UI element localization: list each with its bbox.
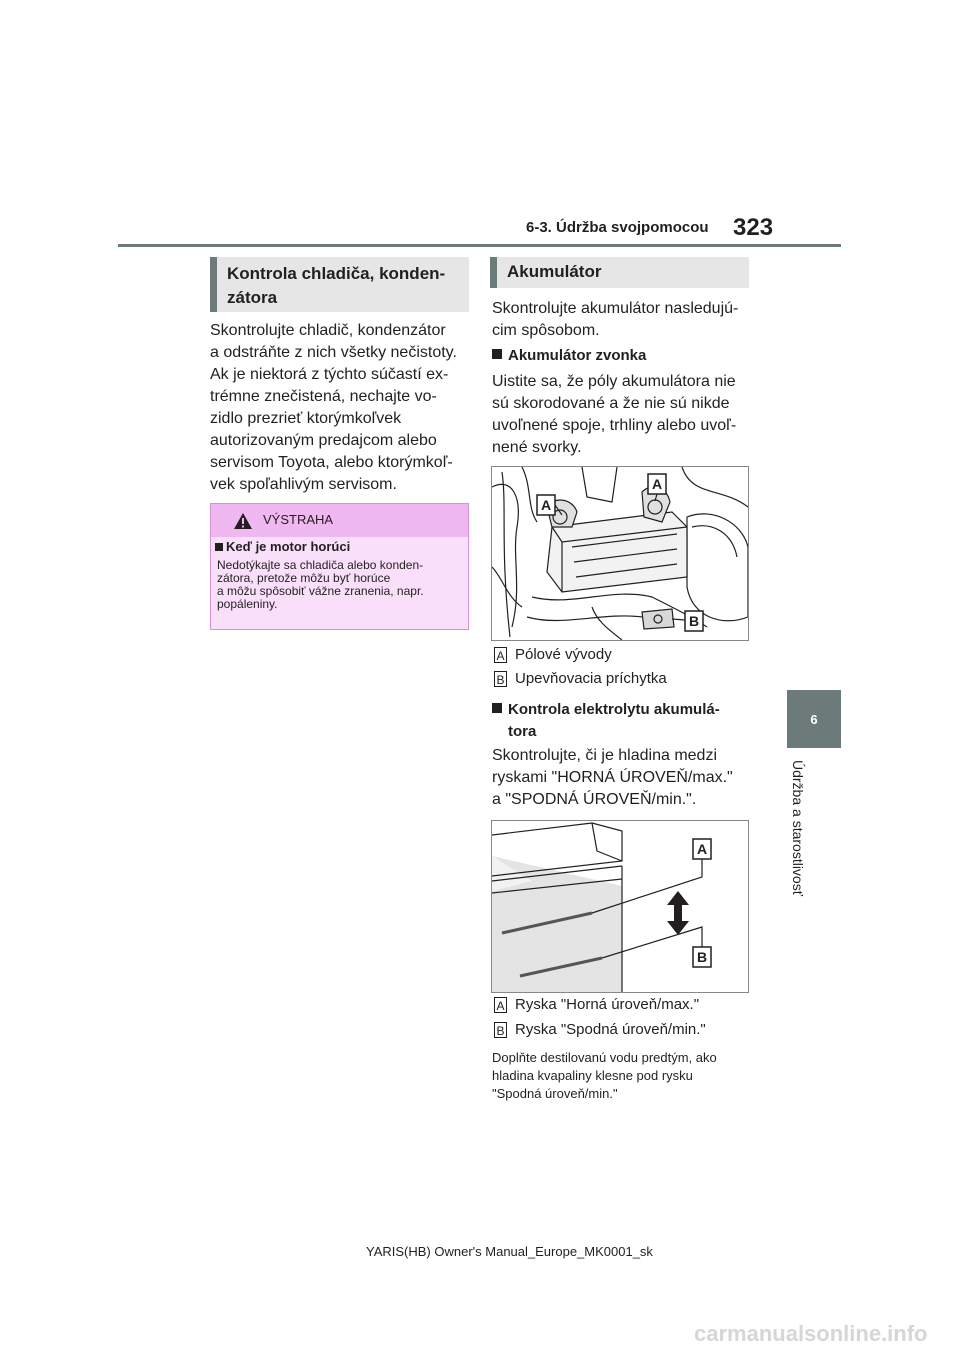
legend-key-b: B (494, 671, 507, 687)
battery-exterior-text: Uistite sa, že póly akumulátora nie sú skorodované a že nie sú nikde uvoľnené spoje, trhliny alebo uvoľ- nené svorky. (492, 373, 737, 456)
battery-intro: Skontrolujte akumulátor nasledujú- cim spôsobom. (492, 300, 739, 339)
legend-key-a: A (494, 997, 507, 1013)
fig1-legend-b (494, 670, 667, 687)
legend-text-b: Upevňovacia príchytka (515, 670, 667, 687)
bullet-square-icon (215, 543, 223, 551)
header-divider (118, 244, 841, 247)
battery-level-illustration (492, 821, 748, 992)
warning-box (210, 503, 469, 630)
electrolyte-text: Skontrolujte, či je hladina medzi ryskami "HORNÁ ÚROVEŇ/max." a "SPODNÁ ÚROVEŇ/min.". (492, 747, 733, 808)
radiator-heading-text: Kontrola chladiča, konden- zátora (227, 264, 446, 307)
chapter-tab: 6 (787, 690, 841, 748)
electrolyte-subheading (492, 699, 750, 743)
battery-engine-bay-illustration (492, 467, 748, 640)
battery-exterior-subheading (492, 347, 646, 364)
chapter-tab-title (778, 760, 818, 920)
battery-exterior-subheading-text: Akumulátor zvonka (508, 347, 647, 364)
legend-key-b: B (494, 1022, 507, 1038)
electrolyte-level-figure (491, 820, 749, 993)
battery-heading-text: Akumulátor (507, 262, 602, 281)
refill-note: Doplňte destilovanú vodu predtým, ako hladina kvapaliny klesne pod rysku "Spodná úroveň/min." (492, 1050, 717, 1101)
fig2-legend-a (494, 996, 699, 1013)
bullet-square-icon (492, 703, 502, 713)
electrolyte-subheading-text: Kontrola elektrolytu akumulá- tora (508, 701, 720, 740)
battery-heading (490, 257, 749, 288)
manual-footer: YARIS(HB) Owner's Manual_Europe_MK0001_sk (366, 1244, 653, 1259)
radiator-paragraph: Skontrolujte chladič, kondenzátor a odstráňte z nich všetky nečistoty. Ak je niektorá z týchto súčastí ex- trémne znečistená, nechajte vo- zidlo prezrieť ktorýmkoľvek autorizovaným predajcom alebo servisom Toyota, alebo ktorýmkoľ- vek spoľahlivým servisom. (210, 322, 457, 493)
fig1-legend-a (494, 646, 612, 663)
battery-exterior-figure (491, 466, 749, 641)
legend-text-b: Ryska "Spodná úroveň/min." (515, 1021, 706, 1038)
watermark: carmanualsonline.info (694, 1321, 928, 1346)
legend-text-a: Ryska "Horná úroveň/max." (515, 996, 700, 1013)
bullet-square-icon (492, 349, 502, 359)
fig2-label-a: A (696, 841, 708, 857)
fig1-label-b: B (688, 613, 700, 629)
warning-title: VÝSTRAHA (263, 512, 334, 527)
warning-subtitle (215, 539, 350, 554)
legend-key-a: A (494, 647, 507, 663)
fig2-legend-b (494, 1021, 706, 1038)
chapter-tab-title-text: Údržba a starostlivosť (790, 760, 806, 896)
page-number: 323 (733, 214, 774, 241)
fig2-label-b: B (696, 949, 708, 965)
warning-triangle-icon (233, 512, 253, 530)
legend-text-a: Pólové vývody (515, 646, 612, 663)
warning-body: Nedotýkajte sa chladiča alebo konden- zátora, pretože môžu byť horúce a môžu spôsobiť vážne zranenia, napr. popáleniny. (217, 558, 424, 611)
fig1-label-a-left: A (540, 497, 552, 513)
warning-subtitle-text: Keď je motor horúci (226, 539, 351, 554)
fig1-label-a-right: A (651, 476, 663, 492)
section-title: 6-3. Údržba svojpomocou (526, 219, 709, 236)
radiator-heading (210, 257, 469, 312)
